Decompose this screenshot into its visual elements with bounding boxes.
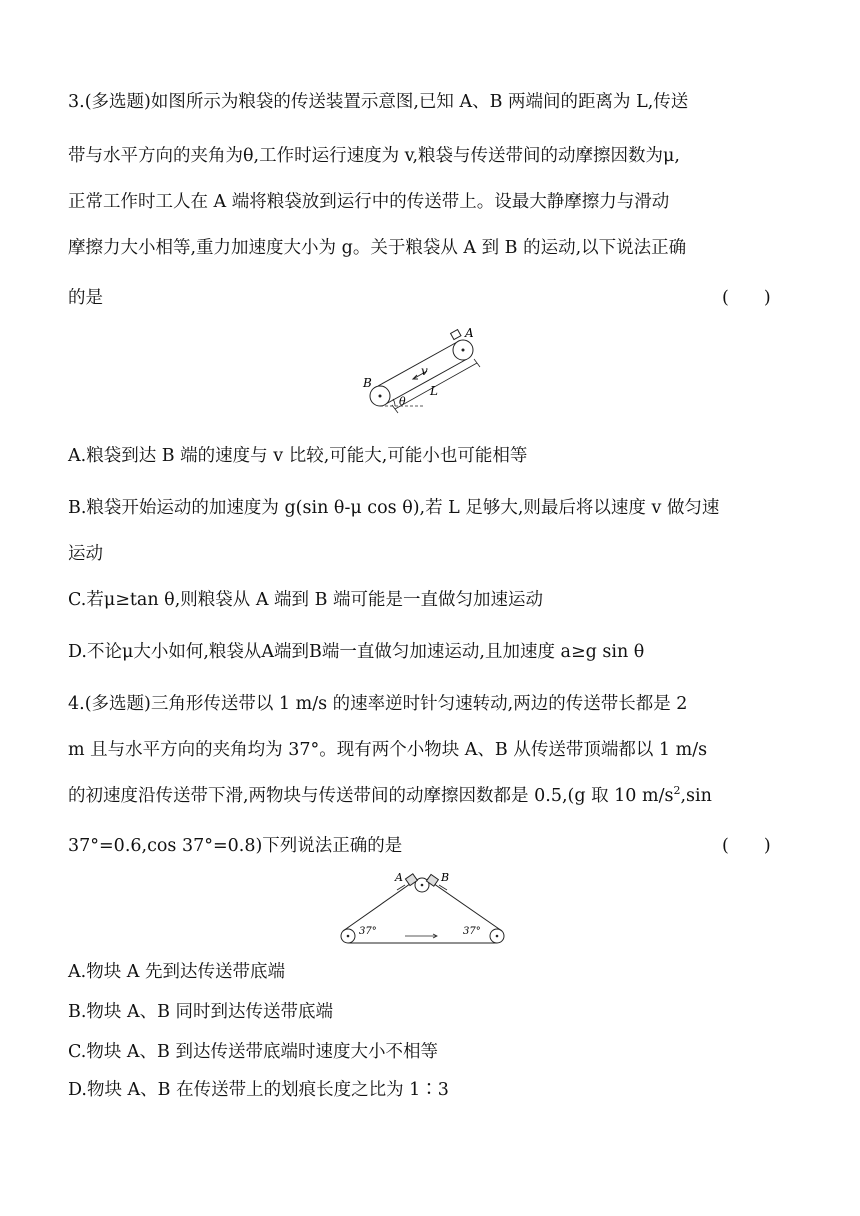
q3-option-b: B.粮袋开始运动的加速度为 g(sin θ-μ cos θ),若 L 足够大,则最后将以速度 v 做匀速 xyxy=(68,498,720,518)
q3-label-theta: θ xyxy=(399,395,406,408)
q4-angle-left: 37° xyxy=(359,926,377,937)
q4-stem-line-4: 37°=0.6,cos 37°=0.8)下列说法正确的是 xyxy=(68,836,403,856)
q3-stem-line-5: 的是 xyxy=(68,288,103,308)
q4-label-b: B xyxy=(441,871,450,884)
q3-stem-line-3: 正常工作时工人在 A 端将粮袋放到运行中的传送带上。设最大静摩擦力与滑动 xyxy=(68,192,670,212)
q4-angle-right: 37° xyxy=(463,926,481,937)
q4-triangle-conveyor-figure xyxy=(335,868,510,948)
q4-answer-blank: ( ) xyxy=(722,836,771,856)
q3-conveyor-figure xyxy=(355,325,505,415)
q4-option-a: A.物块 A 先到达传送带底端 xyxy=(68,962,285,982)
q3-stem-line-1: 3.(多选题)如图所示为粮袋的传送装置示意图,已知 A、B 两端间的距离为 L,传送 xyxy=(68,92,689,112)
q4-stem-line-2: m 且与水平方向的夹角均为 37°。现有两个小物块 A、B 从传送带顶端都以 1 m/s xyxy=(68,740,708,760)
q3-option-b-cont: 运动 xyxy=(68,544,103,564)
q4-label-a: A xyxy=(395,871,403,884)
q3-label-v: v xyxy=(421,364,428,378)
q3-option-d: D.不论μ大小如何,粮袋从A端到B端一直做匀加速运动,且加速度 a≥g sin θ xyxy=(68,642,645,662)
q3-label-l: L xyxy=(430,384,438,398)
q3-label-a: A xyxy=(465,326,474,340)
q3-bag xyxy=(451,330,461,340)
q3-label-b: B xyxy=(363,376,372,390)
q4-option-c: C.物块 A、B 到达传送带底端时速度大小不相等 xyxy=(68,1042,438,1062)
q3-stem-line-4: 摩擦力大小相等,重力加速度大小为 g。关于粮袋从 A 到 B 的运动,以下说法正确 xyxy=(68,238,687,258)
q4-option-b: B.物块 A、B 同时到达传送带底端 xyxy=(68,1002,334,1022)
q4-stem-line-3: 的初速度沿传送带下滑,两物块与传送带间的动摩擦因数都是 0.5,(g 取 10 $m/s^2,\sin$ xyxy=(68,784,712,806)
q3-stem-line-2: 带与水平方向的夹角为θ,工作时运行速度为 v,粮袋与传送带间的动摩擦因数为μ, xyxy=(68,146,680,166)
q3-option-c: C.若μ≥tan θ,则粮袋从 A 端到 B 端可能是一直做匀加速运动 xyxy=(68,590,544,610)
q4-option-d: D.物块 A、B 在传送带上的划痕长度之比为 1∶3 xyxy=(68,1080,449,1100)
q4-stem-line-1: 4.(多选题)三角形传送带以 1 m/s 的速率逆时针匀速转动,两边的传送带长都是 2 xyxy=(68,694,688,714)
q3-option-a: A.粮袋到达 B 端的速度与 v 比较,可能大,可能小也可能相等 xyxy=(68,446,528,466)
q3-belt-top xyxy=(378,341,459,386)
q3-answer-blank: ( ) xyxy=(722,288,771,308)
